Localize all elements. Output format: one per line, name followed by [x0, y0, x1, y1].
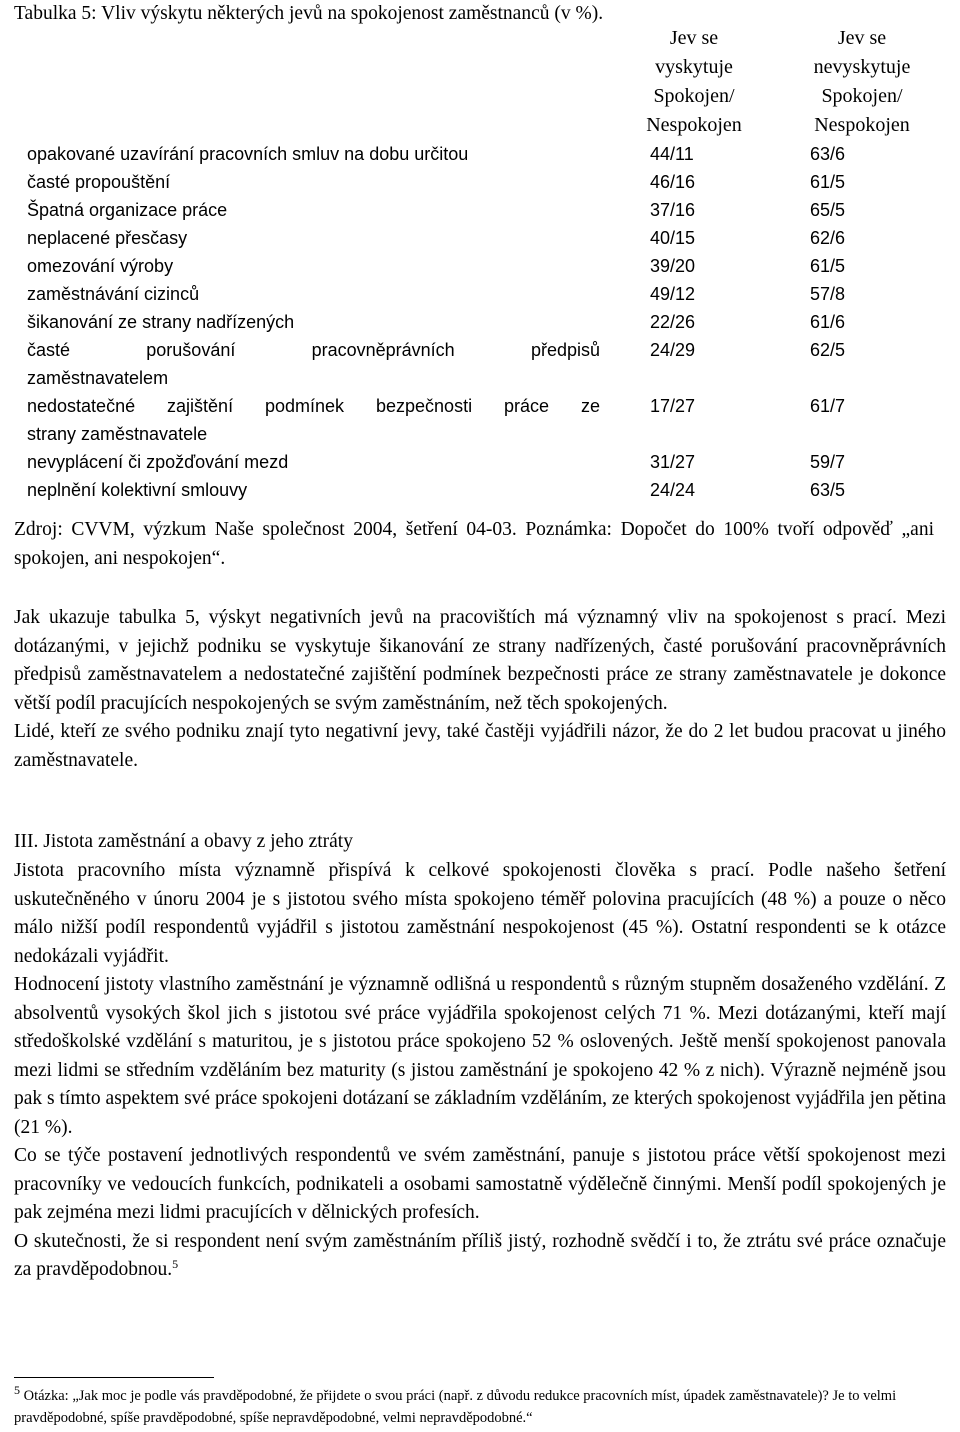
table-row [14, 280, 946, 308]
value-not-occurs: 57/8 [810, 284, 846, 304]
row-label: Špatná organizace práce [27, 200, 228, 220]
value-not-occurs: 63/6 [810, 144, 846, 164]
row-label: nevyplácení či zpožďování mezd [27, 452, 289, 472]
row-label [14, 336, 610, 392]
paragraph: Jak ukazuje tabulka 5, výskyt negativních jevů na pracovištích má významný vliv na spokojenost s prací. Mezi dotázanými, v jejichž podniku se vyskytuje šikanování ze strany nadřízených, časté porušování pracovněprávních předpisů zaměstnavatelem a nedostatečné zajištění podmínek bezpečnosti práce ze strany zaměstnavatele je dokonce větší podíl pracujících nespokojených se svým zaměstnáním, než těch spokojených. [14, 607, 946, 714]
value-occurs: 17/27 [650, 396, 696, 416]
section-heading: III. Jistota zaměstnání a obavy z jeho ztráty [14, 831, 353, 852]
paragraph [14, 1228, 946, 1285]
footnote-divider [14, 1377, 214, 1378]
table-row [14, 140, 946, 168]
satisfaction-table [14, 24, 946, 504]
row-label-line: strany zaměstnavatele [27, 424, 208, 444]
row-label-line: zaměstnavatelem [27, 368, 169, 388]
row-label: neplnění kolektivní smlouvy [27, 480, 248, 500]
table-caption: Tabulka 5: Vliv výskytu některých jevů na spokojenost zaměstnanců (v %). [14, 3, 604, 24]
header-empty-cell [14, 24, 610, 140]
paragraph-text: O skutečnosti, že si respondent není svým zaměstnáním příliš jistý, rozhodně svědčí i to, že ztrátu své práce označuje za pravděpodobnou. [14, 1230, 946, 1280]
value-not-occurs: 61/6 [810, 312, 846, 332]
header-occurs: Jev se vyskytuje Spokojen/ Nespokojen [646, 27, 742, 136]
row-label: časté propouštění [27, 172, 171, 192]
table-row [14, 448, 946, 476]
value-occurs: 24/29 [650, 340, 696, 360]
table-row [14, 168, 946, 196]
value-not-occurs: 61/5 [810, 256, 846, 276]
footnote [14, 1385, 944, 1429]
row-label: opakované uzavírání pracovních smluv na dobu určitou [27, 144, 469, 164]
value-occurs: 22/26 [650, 312, 696, 332]
value-occurs: 24/24 [650, 480, 696, 500]
value-not-occurs: 59/7 [810, 452, 846, 472]
table-row [14, 476, 946, 504]
value-occurs: 31/27 [650, 452, 696, 472]
section-text [14, 857, 946, 1285]
paragraph: Lidé, kteří ze svého podniku znají tyto negativní jevy, také častěji vyjádřili názor, že do 2 let budou pracovat u jiného zaměstnavatele. [14, 721, 946, 771]
value-not-occurs: 63/5 [810, 480, 846, 500]
value-not-occurs: 65/5 [810, 200, 846, 220]
table-row [14, 392, 946, 448]
table-row [14, 336, 946, 392]
row-label [14, 392, 610, 448]
footnote-text: Otázka: „Jak moc je podle vás pravděpodobné, že přijdete o svou práci (např. z důvodu redukce pracovních míst, úpadek zaměstnavatele)? Je to velmi pravděpodobné, spíše pravděpodobné, spíše nepravděpodobné, velmi nepravděpodobné.“ [14, 1388, 897, 1426]
row-label: zaměstnávání cizinců [27, 284, 200, 304]
value-occurs: 39/20 [650, 256, 696, 276]
source-note: Zdroj: CVVM, výzkum Naše společnost 2004, šetření 04-03. Poznámka: Dopočet do 100% tvoří odpověď „ani spokojen, ani nespokojen“. [14, 519, 934, 569]
value-occurs: 40/15 [650, 228, 696, 248]
paragraph: Hodnocení jistoty vlastního zaměstnání je významně odlišná u respondentů s různým stupněm dosaženého vzdělání. Z absolventů vysokých škol jich s jistotou své práce vyjádřila spokojenost celých 71 %. Mezi dotázanými, kteří mají středoškolské vzdělání s maturitou, je s jistotou práce spokojeno 52 % oslovených. Ještě menší spokojenost panovala mezi lidmi se středním vzděláním bez maturity (s jistou zaměstnání je spokojeno 42 % z nich). Výrazně nejméně jsou pak s tímto aspektem své práce spokojeni dotázaní se základním vzděláním, ze kterých spokojenost vyjádřila jen pětina (21 %). [14, 974, 946, 1138]
row-label: šikanování ze strany nadřízených [27, 312, 295, 332]
value-not-occurs: 62/5 [810, 340, 846, 360]
row-label: omezování výroby [27, 256, 174, 276]
value-occurs: 49/12 [650, 284, 696, 304]
footnote-number: 5 [14, 1383, 20, 1398]
value-occurs: 44/11 [650, 144, 694, 164]
value-not-occurs: 62/6 [810, 228, 846, 248]
value-not-occurs: 61/5 [810, 172, 846, 192]
value-occurs: 37/16 [650, 200, 696, 220]
table-header-row [14, 24, 946, 140]
row-label-line: časté porušování pracovněprávních předpisů [27, 340, 600, 360]
paragraph: Co se týče postavení jednotlivých respondentů ve svém zaměstnání, panuje s jistotou práce větší spokojenost mezi pracovníky ve vedoucích funkcích, podnikateli a osobami samostatně výdělečně činnými. Menší podíl spokojených je pak zejména mezi lidmi pracujících v dělnických profesích. [14, 1145, 946, 1223]
value-occurs: 46/16 [650, 172, 696, 192]
row-label-line: nedostatečné zajištění podmínek bezpečnosti práce ze [27, 396, 600, 416]
paragraph: Jistota pracovního místa významně přispívá k celkové spokojenosti člověka s prací. Podle našeho šetření uskutečněného v únoru 2004 je s jistotou svého místa spokojeno téměř polovina pracujících (48 %) a pouze o něco málo nižší podíl respondentů vyjádřil s jistotou zaměstnání nespokojenost (45 %). Ostatní respondenti se k otázce nedokázali vyjádřit. [14, 860, 946, 967]
table-row [14, 224, 946, 252]
header-not-occurs: Jev se nevyskytuje Spokojen/ Nespokojen [813, 27, 911, 136]
discussion-text [14, 604, 946, 775]
table-row [14, 308, 946, 336]
value-not-occurs: 61/7 [810, 396, 846, 416]
table-row [14, 252, 946, 280]
footnote-reference[interactable]: 5 [172, 1257, 179, 1271]
table-row [14, 196, 946, 224]
row-label: neplacené přesčasy [27, 228, 188, 248]
